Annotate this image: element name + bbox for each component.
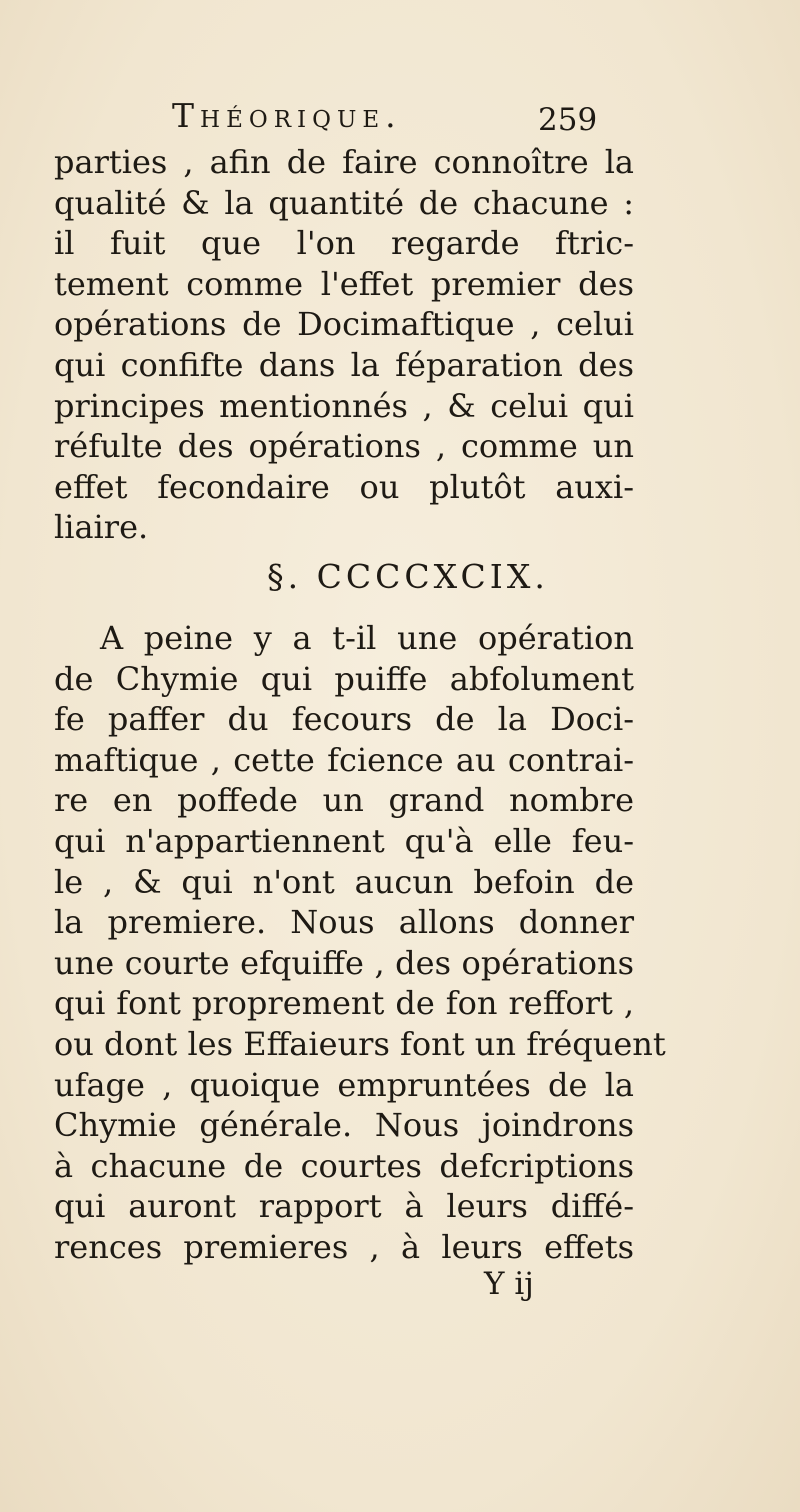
paragraph-2	[54, 618, 666, 1268]
text-line: liaire.	[54, 508, 149, 547]
text-line: une courte efquiffe , des opérations	[54, 943, 634, 982]
text-line: qui auront rapport à leurs diffé-	[54, 1187, 634, 1226]
running-title: Théorique.	[172, 96, 402, 135]
text-line: qui n'appartiennent qu'à elle feu-	[54, 821, 634, 860]
text-line: qualité & la quantité de chacune :	[54, 183, 634, 222]
text-line: Chymie générale. Nous joindrons	[54, 1106, 634, 1145]
text-line: re en poffede un grand nombre	[54, 781, 634, 820]
text-line: effet fecondaire ou plutôt auxi-	[54, 467, 634, 506]
text-line: tement comme l'effet premier des	[54, 264, 634, 303]
paragraph-1	[54, 142, 634, 548]
page-header	[0, 96, 800, 144]
text-line: qui font proprement de fon reffort ,	[54, 984, 634, 1023]
text-line: parties , afin de faire connoître la	[54, 143, 634, 181]
text-line: à chacune de courtes defcriptions	[54, 1146, 634, 1185]
text-line: ou dont les Effaieurs font un fréquent	[54, 1024, 666, 1063]
text-line: ufage , quoique empruntées de la	[54, 1065, 634, 1104]
text-line: fe paffer du fecours de la Doci-	[54, 700, 634, 739]
text-line: il fuit que l'on regarde ftric-	[54, 224, 634, 263]
text-line: réfulte des opérations , comme un	[54, 427, 634, 466]
text-line: A peine y a t-il une opération	[100, 619, 634, 657]
section-heading: §. CCCCXCIX.	[267, 557, 549, 596]
text-line: le , & qui n'ont aucun befoin de	[54, 862, 634, 901]
signature-mark: Y ij	[484, 1266, 534, 1302]
text-line: opérations de Docimaftique , celui	[54, 305, 634, 344]
text-line: qui confifte dans la féparation des	[54, 345, 634, 384]
text-line: la premiere. Nous allons donner	[54, 903, 634, 942]
text-line: de Chymie qui puiffe abfolument	[54, 659, 634, 698]
text-line: rences premieres , à leurs effets	[54, 1227, 634, 1266]
text-line: maftique , cette fcience au contrai-	[54, 740, 634, 779]
page-number: 259	[538, 102, 598, 138]
text-line: principes mentionnés , & celui qui	[54, 386, 634, 425]
